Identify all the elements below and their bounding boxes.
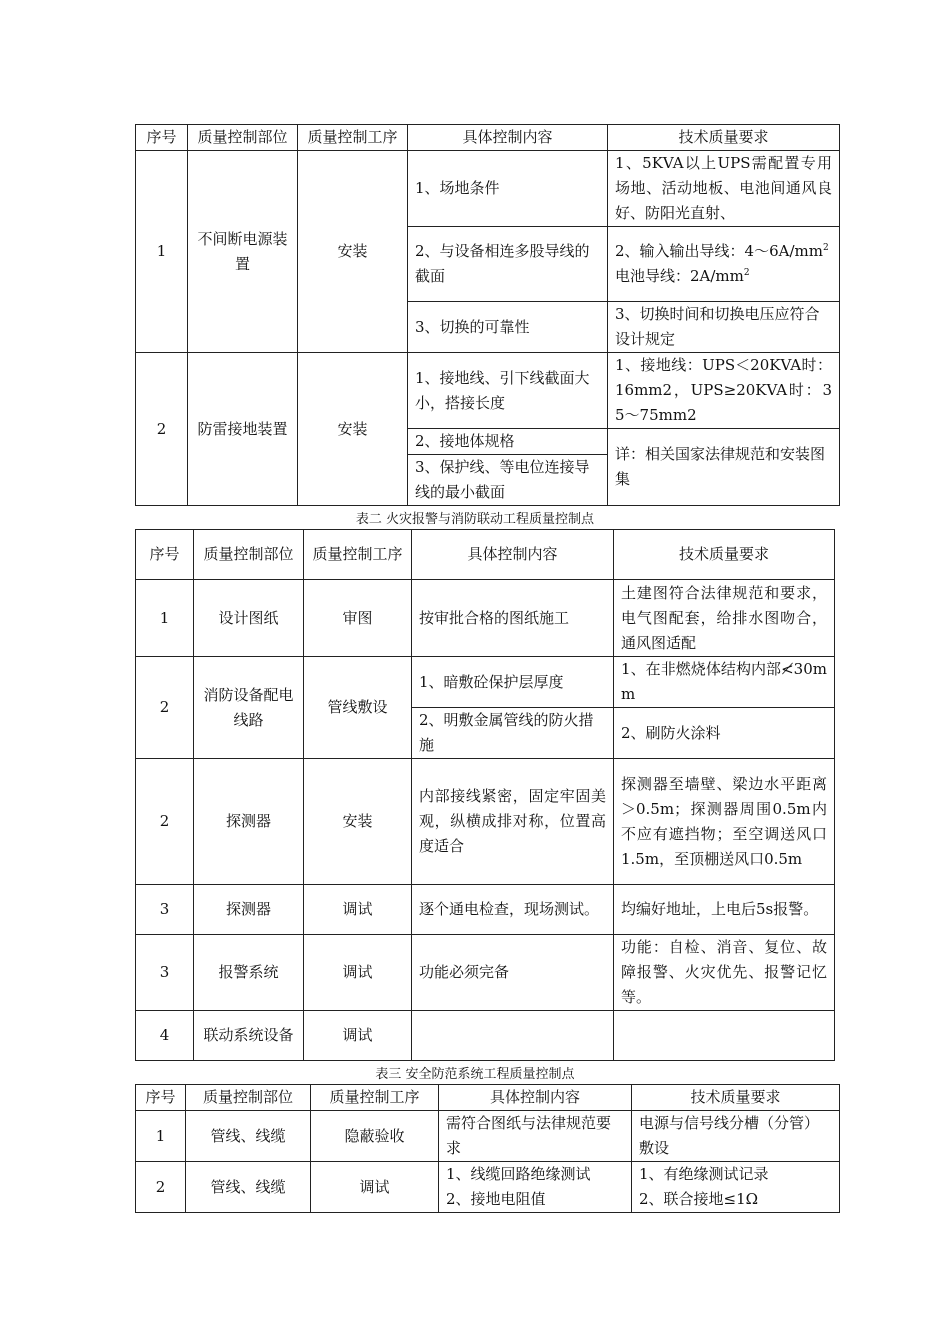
header-no: 序号 bbox=[136, 530, 194, 580]
row-process: 调试 bbox=[311, 1162, 439, 1213]
header-requirement: 技术质量要求 bbox=[632, 1085, 840, 1111]
table-row bbox=[136, 657, 835, 708]
row-process: 调试 bbox=[304, 1011, 412, 1061]
row-part: 探测器 bbox=[194, 885, 304, 935]
row-requirement: 探测器至墙壁、梁边水平距离＞0.5m；探测器周围0.5m内不应有遮挡物；至空调送风口1.5m，至顶棚送风口0.5m bbox=[614, 759, 835, 885]
row-content: 按审批合格的图纸施工 bbox=[412, 580, 614, 657]
table-row bbox=[136, 759, 835, 885]
row-no: 2 bbox=[136, 759, 194, 885]
row-no: 1 bbox=[136, 1111, 186, 1162]
row-process: 管线敷设 bbox=[304, 657, 412, 759]
header-process: 质量控制工序 bbox=[311, 1085, 439, 1111]
row-part: 不间断电源装置 bbox=[188, 151, 298, 353]
row-no: 4 bbox=[136, 1011, 194, 1061]
row-part: 探测器 bbox=[194, 759, 304, 885]
header-process: 质量控制工序 bbox=[298, 125, 408, 151]
table-row bbox=[136, 580, 835, 657]
row-no: 3 bbox=[136, 885, 194, 935]
row-content: 2、接地体规格 bbox=[408, 429, 608, 455]
row-part: 防雷接地装置 bbox=[188, 353, 298, 506]
header-requirement: 技术质量要求 bbox=[614, 530, 835, 580]
table-row bbox=[136, 353, 840, 429]
row-content: 内部接线紧密，固定牢固美观，纵横成排对称，位置高度适合 bbox=[412, 759, 614, 885]
row-content: 1、场地条件 bbox=[408, 151, 608, 227]
security-table bbox=[135, 1084, 840, 1213]
header-row bbox=[136, 1085, 840, 1111]
header-row bbox=[136, 125, 840, 151]
row-process: 安装 bbox=[304, 759, 412, 885]
req-line: 1、有绝缘测试记录 bbox=[639, 1165, 769, 1183]
header-content: 具体控制内容 bbox=[412, 530, 614, 580]
table-row bbox=[136, 1111, 840, 1162]
row-process: 调试 bbox=[304, 935, 412, 1011]
row-content: 逐个通电检查，现场测试。 bbox=[412, 885, 614, 935]
row-content: 2、与设备相连多股导线的截面 bbox=[408, 227, 608, 302]
header-process: 质量控制工序 bbox=[304, 530, 412, 580]
row-process: 审图 bbox=[304, 580, 412, 657]
table-row bbox=[136, 1011, 835, 1061]
content-line: 1、线缆回路绝缘测试 bbox=[446, 1165, 591, 1183]
header-part: 质量控制部位 bbox=[186, 1085, 311, 1111]
table-row bbox=[136, 935, 835, 1011]
table3-caption: 表三 安全防范系统工程质量控制点 bbox=[375, 1067, 575, 1082]
row-process: 安装 bbox=[298, 151, 408, 353]
row-content: 需符合图纸与法律规范要求 bbox=[439, 1111, 632, 1162]
row-requirement bbox=[632, 1162, 840, 1213]
header-part: 质量控制部位 bbox=[194, 530, 304, 580]
row-process: 调试 bbox=[304, 885, 412, 935]
row-part: 设计图纸 bbox=[194, 580, 304, 657]
row-no: 3 bbox=[136, 935, 194, 1011]
row-no: 2 bbox=[136, 1162, 186, 1213]
row-requirement: 土建图符合法律规范和要求，电气图配套，给排水图吻合，通风图适配 bbox=[614, 580, 835, 657]
table-row bbox=[136, 1162, 840, 1213]
row-no: 2 bbox=[136, 353, 188, 506]
table-row bbox=[136, 151, 840, 227]
row-part: 管线、线缆 bbox=[186, 1111, 311, 1162]
ups-lightning-table bbox=[135, 124, 840, 506]
row-part: 管线、线缆 bbox=[186, 1162, 311, 1213]
row-requirement: 1、接地线：UPS＜20KVA时：16mm2，UPS≥20KVA时：35～75mm2 bbox=[608, 353, 840, 429]
table-row bbox=[136, 885, 835, 935]
row-requirement bbox=[608, 227, 840, 302]
row-no: 2 bbox=[136, 657, 194, 759]
row-requirement: 2、刷防火涂料 bbox=[614, 708, 835, 759]
header-content: 具体控制内容 bbox=[408, 125, 608, 151]
row-content: 1、暗敷砼保护层厚度 bbox=[412, 657, 614, 708]
row-requirement: 1、5KVA以上UPS需配置专用场地、活动地板、电池间通风良好、防阳光直射、 bbox=[608, 151, 840, 227]
superscript: 2 bbox=[822, 243, 829, 253]
row-no: 1 bbox=[136, 580, 194, 657]
row-requirement: 详：相关国家法律规范和安装图集 bbox=[608, 429, 840, 506]
row-content: 2、明敷金属管线的防火措施 bbox=[412, 708, 614, 759]
header-row bbox=[136, 530, 835, 580]
row-requirement: 电源与信号线分槽（分管）敷设 bbox=[632, 1111, 840, 1162]
req-line: 2、联合接地≤1Ω bbox=[639, 1190, 759, 1208]
row-requirement: 均编好地址，上电后5s报警。 bbox=[614, 885, 835, 935]
header-no: 序号 bbox=[136, 1085, 186, 1111]
header-requirement: 技术质量要求 bbox=[608, 125, 840, 151]
row-part: 联动系统设备 bbox=[194, 1011, 304, 1061]
row-part: 报警系统 bbox=[194, 935, 304, 1011]
row-process: 安装 bbox=[298, 353, 408, 506]
header-no: 序号 bbox=[136, 125, 188, 151]
row-content: 3、切换的可靠性 bbox=[408, 302, 608, 353]
row-requirement: 功能：自检、消音、复位、故障报警、火灾优先、报警记忆等。 bbox=[614, 935, 835, 1011]
header-content: 具体控制内容 bbox=[439, 1085, 632, 1111]
row-content bbox=[439, 1162, 632, 1213]
row-content bbox=[412, 1011, 614, 1061]
req-input-output: 2、输入输出导线：4～6A/mm bbox=[615, 242, 823, 260]
header-part: 质量控制部位 bbox=[188, 125, 298, 151]
row-part: 消防设备配电线路 bbox=[194, 657, 304, 759]
row-requirement bbox=[614, 1011, 835, 1061]
req-battery: 电池导线：2A/mm bbox=[615, 267, 744, 285]
superscript: 2 bbox=[743, 268, 750, 278]
row-no: 1 bbox=[136, 151, 188, 353]
row-process: 隐蔽验收 bbox=[311, 1111, 439, 1162]
row-content: 3、保护线、等电位连接导线的最小截面 bbox=[408, 455, 608, 506]
content-line: 2、接地电阻值 bbox=[446, 1190, 546, 1208]
table2-caption: 表二 火灾报警与消防联动工程质量控制点 bbox=[355, 512, 595, 527]
row-requirement: 3、切换时间和切换电压应符合设计规定 bbox=[608, 302, 840, 353]
fire-alarm-table bbox=[135, 529, 835, 1061]
row-content: 功能必须完备 bbox=[412, 935, 614, 1011]
row-content: 1、接地线、引下线截面大小，搭接长度 bbox=[408, 353, 608, 429]
row-requirement: 1、在非燃烧体结构内部≮30mm bbox=[614, 657, 835, 708]
